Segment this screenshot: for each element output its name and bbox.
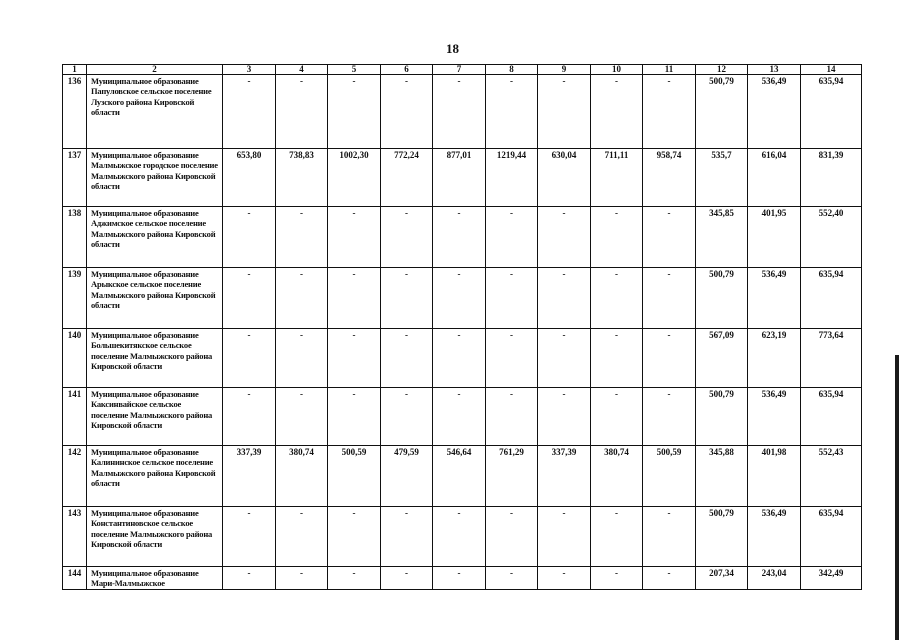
value-cell: 711,11 <box>591 149 643 207</box>
row-number: 139 <box>63 268 87 329</box>
municipality-name: Муниципальное образование Арыкское сельское поселение Малмыжского района Кировской области <box>87 268 223 329</box>
value-cell: - <box>643 567 696 590</box>
value-cell: 536,49 <box>748 388 801 446</box>
value-cell: 546,64 <box>433 446 486 507</box>
value-cell: 345,88 <box>696 446 748 507</box>
value-cell: - <box>381 268 433 329</box>
value-cell: 401,95 <box>748 207 801 268</box>
value-cell: - <box>328 75 381 149</box>
value-cell: - <box>538 75 591 149</box>
value-cell: 500,59 <box>643 446 696 507</box>
value-cell: - <box>328 268 381 329</box>
value-cell: - <box>223 329 276 388</box>
column-header: 12 <box>696 65 748 75</box>
value-cell: - <box>538 388 591 446</box>
municipality-name: Муниципальное образование Каксинвайское сельское поселение Малмыжского района Кировской области <box>87 388 223 446</box>
value-cell: 877,01 <box>433 149 486 207</box>
value-cell: - <box>223 268 276 329</box>
value-cell: 479,59 <box>381 446 433 507</box>
value-cell: - <box>643 388 696 446</box>
value-cell: - <box>223 207 276 268</box>
value-cell: - <box>591 567 643 590</box>
value-cell: - <box>486 75 538 149</box>
value-cell: - <box>381 75 433 149</box>
value-cell: - <box>433 207 486 268</box>
value-cell: 616,04 <box>748 149 801 207</box>
municipality-name: Муниципальное образование Большекитякское сельское поселение Малмыжского района Кировской области <box>87 329 223 388</box>
row-number: 138 <box>63 207 87 268</box>
value-cell: 653,80 <box>223 149 276 207</box>
row-number: 141 <box>63 388 87 446</box>
value-cell: - <box>591 329 643 388</box>
value-cell: - <box>381 388 433 446</box>
value-cell: - <box>538 507 591 567</box>
value-cell: - <box>538 567 591 590</box>
value-cell: - <box>643 329 696 388</box>
row-number: 140 <box>63 329 87 388</box>
value-cell: 337,39 <box>223 446 276 507</box>
value-cell: - <box>486 567 538 590</box>
value-cell: - <box>276 268 328 329</box>
value-cell: - <box>538 268 591 329</box>
value-cell: - <box>433 507 486 567</box>
table-row <box>63 268 862 329</box>
value-cell: 958,74 <box>643 149 696 207</box>
column-header: 13 <box>748 65 801 75</box>
value-cell: 635,94 <box>801 507 862 567</box>
column-header: 10 <box>591 65 643 75</box>
value-cell: 500,79 <box>696 388 748 446</box>
value-cell: - <box>433 388 486 446</box>
column-header: 14 <box>801 65 862 75</box>
value-cell: 635,94 <box>801 388 862 446</box>
value-cell: 535,7 <box>696 149 748 207</box>
table-row <box>63 207 862 268</box>
value-cell: 623,19 <box>748 329 801 388</box>
value-cell: - <box>486 207 538 268</box>
value-cell: - <box>643 268 696 329</box>
value-cell: 243,04 <box>748 567 801 590</box>
value-cell: - <box>591 207 643 268</box>
value-cell: 635,94 <box>801 268 862 329</box>
column-header: 6 <box>381 65 433 75</box>
column-header: 2 <box>87 65 223 75</box>
value-cell: - <box>276 207 328 268</box>
municipality-name: Муниципальное образование Папуловское сельское поселение Лузского района Кировской области <box>87 75 223 149</box>
value-cell: - <box>223 507 276 567</box>
table-row <box>63 567 862 590</box>
column-header: 4 <box>276 65 328 75</box>
value-cell: - <box>276 329 328 388</box>
column-header: 11 <box>643 65 696 75</box>
value-cell: - <box>381 329 433 388</box>
table-row <box>63 446 862 507</box>
value-cell: 536,49 <box>748 268 801 329</box>
value-cell: 337,39 <box>538 446 591 507</box>
row-number: 137 <box>63 149 87 207</box>
value-cell: 635,94 <box>801 75 862 149</box>
value-cell: 500,79 <box>696 507 748 567</box>
value-cell: 401,98 <box>748 446 801 507</box>
value-cell: 380,74 <box>591 446 643 507</box>
value-cell: 773,64 <box>801 329 862 388</box>
row-number: 144 <box>63 567 87 590</box>
value-cell: - <box>328 388 381 446</box>
value-cell: - <box>433 567 486 590</box>
value-cell: - <box>486 329 538 388</box>
value-cell: 380,74 <box>276 446 328 507</box>
municipality-name: Муниципальное образование Мари-Малмыжское <box>87 567 223 590</box>
scan-edge-bar <box>895 355 899 640</box>
table-row <box>63 75 862 149</box>
value-cell: - <box>433 75 486 149</box>
page-number: 18 <box>446 41 459 56</box>
value-cell: - <box>538 329 591 388</box>
row-number: 143 <box>63 507 87 567</box>
municipality-name: Муниципальное образование Малмыжское городское поселение Малмыжского района Кировской области <box>87 149 223 207</box>
value-cell: - <box>643 75 696 149</box>
column-header: 3 <box>223 65 276 75</box>
value-cell: - <box>591 268 643 329</box>
table-row <box>63 149 862 207</box>
value-cell: - <box>328 507 381 567</box>
value-cell: - <box>643 507 696 567</box>
value-cell: 345,85 <box>696 207 748 268</box>
municipality-name: Муниципальное образование Калининское сельское поселение Малмыжского района Кировской области <box>87 446 223 507</box>
value-cell: - <box>276 507 328 567</box>
value-cell: - <box>328 329 381 388</box>
value-cell: - <box>223 75 276 149</box>
value-cell: 567,09 <box>696 329 748 388</box>
value-cell: - <box>276 567 328 590</box>
row-number: 142 <box>63 446 87 507</box>
table-row <box>63 388 862 446</box>
value-cell: - <box>276 388 328 446</box>
column-header: 7 <box>433 65 486 75</box>
tariff-table <box>62 64 862 590</box>
value-cell: - <box>486 388 538 446</box>
column-header: 9 <box>538 65 591 75</box>
value-cell: - <box>486 268 538 329</box>
value-cell: - <box>433 329 486 388</box>
value-cell: 536,49 <box>748 75 801 149</box>
column-number-row <box>63 65 862 75</box>
value-cell: - <box>643 207 696 268</box>
value-cell: 552,43 <box>801 446 862 507</box>
municipality-name: Муниципальное образование Аджимское сельское поселение Малмыжского района Кировской области <box>87 207 223 268</box>
value-cell: 1219,44 <box>486 149 538 207</box>
value-cell: - <box>486 507 538 567</box>
value-cell: - <box>591 75 643 149</box>
value-cell: - <box>381 507 433 567</box>
table-row <box>63 329 862 388</box>
value-cell: - <box>538 207 591 268</box>
table-row <box>63 507 862 567</box>
value-cell: 1002,30 <box>328 149 381 207</box>
value-cell: 761,29 <box>486 446 538 507</box>
value-cell: 500,59 <box>328 446 381 507</box>
value-cell: - <box>381 207 433 268</box>
value-cell: 831,39 <box>801 149 862 207</box>
value-cell: 630,04 <box>538 149 591 207</box>
column-header: 1 <box>63 65 87 75</box>
value-cell: - <box>433 268 486 329</box>
column-header: 8 <box>486 65 538 75</box>
value-cell: - <box>591 388 643 446</box>
value-cell: - <box>328 207 381 268</box>
value-cell: - <box>223 567 276 590</box>
value-cell: - <box>328 567 381 590</box>
value-cell: - <box>381 567 433 590</box>
value-cell: 342,49 <box>801 567 862 590</box>
value-cell: 207,34 <box>696 567 748 590</box>
value-cell: - <box>223 388 276 446</box>
value-cell: - <box>276 75 328 149</box>
value-cell: 552,40 <box>801 207 862 268</box>
value-cell: 500,79 <box>696 75 748 149</box>
value-cell: - <box>591 507 643 567</box>
municipality-name: Муниципальное образование Константиновское сельское поселение Малмыжского района Кировской области <box>87 507 223 567</box>
value-cell: 772,24 <box>381 149 433 207</box>
value-cell: 738,83 <box>276 149 328 207</box>
table-body <box>63 75 862 590</box>
value-cell: 536,49 <box>748 507 801 567</box>
column-header: 5 <box>328 65 381 75</box>
value-cell: 500,79 <box>696 268 748 329</box>
row-number: 136 <box>63 75 87 149</box>
